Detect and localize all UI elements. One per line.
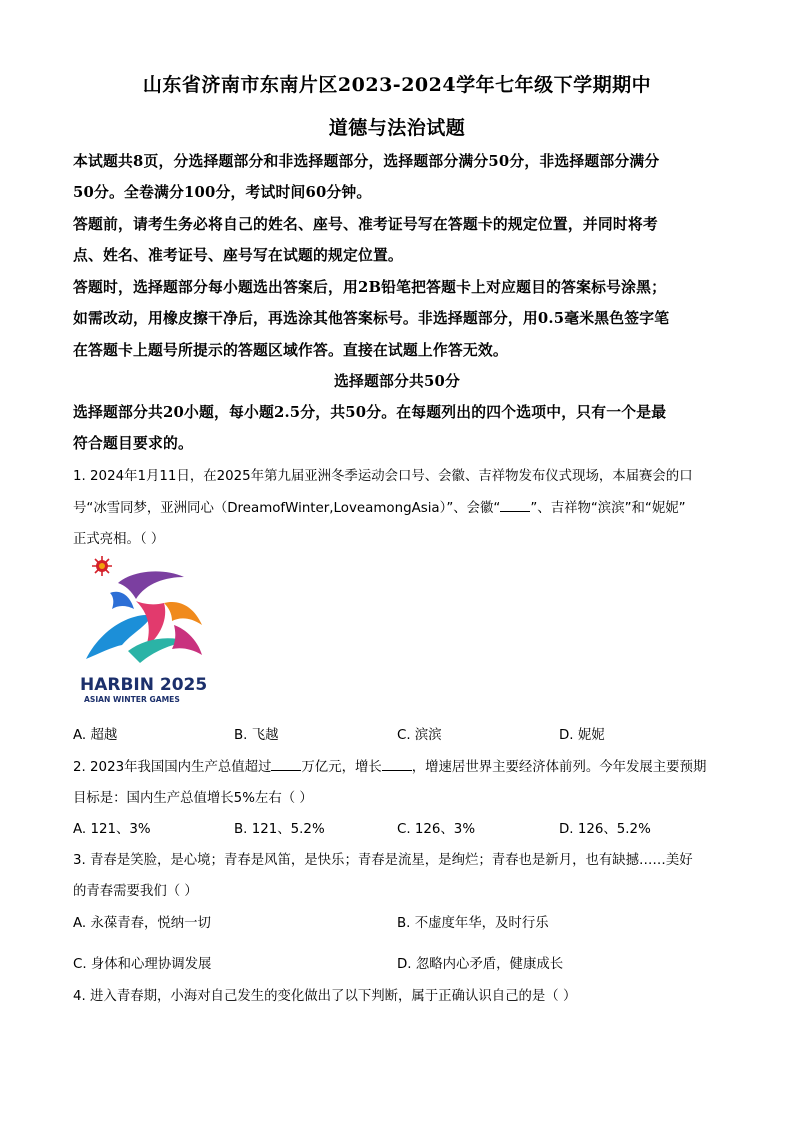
exam-subtitle: 道德与法治试题 <box>328 117 466 139</box>
option-b: B. 不虚度年华，及时行乐 <box>397 916 549 931</box>
answer-blank <box>500 500 530 512</box>
section-intro: 选择题部分共20小题，每小题2.5分，共50分。在每题列出的四个选项中，只有一个是最 <box>73 404 667 421</box>
question-1-stem: 1. 2024年1月11日，在2025年第九届亚洲冬季运动会口号、会徽、吉祥物发布仪式现场，本届赛会的口 <box>73 469 693 484</box>
section-intro: 符合题目要求的。 <box>73 435 193 452</box>
instruction-line: 答题时，选择题部分每小题选出答案后，用2B铅笔把答题卡上对应题目的答案标号涂黑； <box>73 279 667 296</box>
answer-blank <box>382 759 412 771</box>
instruction-line: 50分。全卷满分100分，考试时间60分钟。 <box>73 184 372 201</box>
instruction-line: 在答题卡上题号所提示的答题区域作答。直接在试题上作答无效。 <box>73 342 508 359</box>
question-2-text: ，增速居世界主要经济体前列。今年发展主要预期 <box>411 760 707 775</box>
instruction-line: 本试题共8页，分选择题部分和非选择题部分，选择题部分满分50分，非选择题部分满分 <box>73 153 660 170</box>
question-1-text: 号“冰雪同梦，亚洲同心（DreamofWinter,LoveamongAsia）”、会徽“ <box>73 501 501 516</box>
question-2-text: 2. 2023年我国国内生产总值超过 <box>73 760 272 775</box>
option-a: A. 永葆青春，悦纳一切 <box>73 916 211 931</box>
option-c: C. 身体和心理协调发展 <box>73 957 212 972</box>
instruction-line: 如需改动，用橡皮擦干净后，再选涂其他答案标号。非选择题部分，用0.5毫米黑色签字笔 <box>73 310 670 327</box>
option-a: A. 超越 <box>73 728 118 743</box>
option-d: D. 126、5.2% <box>559 822 651 837</box>
question-3-stem: 3. 青春是笑脸，是心境；青春是风笛，是快乐；青春是流星，是绚烂；青春也是新月，也有缺撼……美好 <box>73 853 693 868</box>
logo-subtitle: ASIAN WINTER GAMES <box>84 695 180 704</box>
question-2-text: 万亿元，增长 <box>301 760 382 775</box>
question-2-stem <box>73 756 706 775</box>
question-1-stem: 正式亮相。（ ） <box>73 532 165 547</box>
question-1-text: ”、吉祥物“滨滨”和“妮妮” <box>530 501 686 516</box>
answer-blank <box>271 759 301 771</box>
instruction-line: 答题前，请考生务必将自己的姓名、座号、准考证号写在答题卡的规定位置，并同时将考 <box>73 216 658 233</box>
exam-title: 山东省济南市东南片区2023-2024学年七年级下学期期中 <box>142 74 652 96</box>
question-2-stem: 目标是：国内生产总值增长5%左右（ ） <box>73 791 313 806</box>
option-a: A. 121、3% <box>73 822 151 837</box>
logo-title: HARBIN 2025 <box>80 675 208 695</box>
option-d: D. 妮妮 <box>559 728 605 743</box>
instruction-line: 点、姓名、准考证号、座号写在试题的规定位置。 <box>73 247 403 264</box>
harbin-2025-logo <box>76 555 212 705</box>
question-4-stem: 4. 进入青春期，小海对自己发生的变化做出了以下判断，属于正确认识自己的是（ ） <box>73 989 577 1004</box>
question-3-stem: 的青春需要我们（ ） <box>73 884 198 899</box>
question-1-stem <box>73 497 686 516</box>
option-c: C. 滨滨 <box>397 728 442 743</box>
option-c: C. 126、3% <box>397 822 476 837</box>
sun-emblem-icon <box>92 556 112 576</box>
logo-graphic <box>76 555 212 705</box>
option-b: B. 121、5.2% <box>234 822 325 837</box>
section-heading: 选择题部分共50分 <box>334 373 460 390</box>
option-d: D. 忽略内心矛盾，健康成长 <box>397 957 564 972</box>
option-b: B. 飞越 <box>234 728 279 743</box>
